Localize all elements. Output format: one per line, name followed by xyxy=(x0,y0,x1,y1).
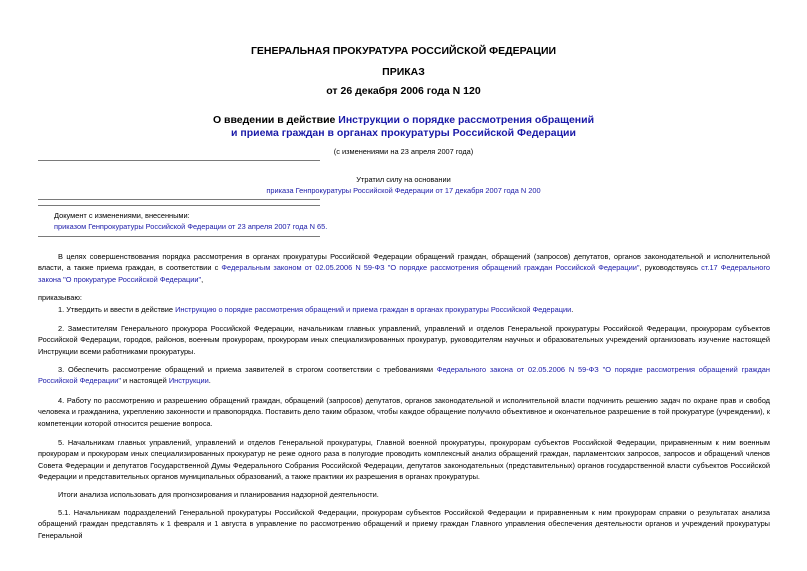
org-heading: ГЕНЕРАЛЬНАЯ ПРОКУРАТУРА РОССИЙСКОЙ ФЕДЕРАЦИИ xyxy=(250,45,557,57)
preamble-text-b: , руководствуясь xyxy=(639,263,702,273)
paragraph-4: 4. Работу по рассмотрению и разрешению обращений граждан, обращений (запросов) депутатов, органов законодательной и исполнительной власти подчинить решению задач по охране прав и свобод человека и гражданина, укреплению законности и правопорядка. Поставить дело таким образом, чтобы каждое обращение получило объективное и окончательное разрешение в той прокуратуре (учреждении), к компетенции которой относится решение вопроса. xyxy=(38,396,770,428)
federal-law-59-link-2[interactable]: Федерального закона от 02.05.2006 N 59-ФЗ "О порядке рассмотрения обращений граждан Российской Федерации" xyxy=(38,365,770,386)
title-line-1 xyxy=(0,114,807,127)
divider-3 xyxy=(38,205,320,206)
title-instruction-link-2[interactable]: и приема граждан в органах прокуратуры Российской Федерации xyxy=(231,127,576,139)
paragraph-1-text: 1. Утвердить и ввести в действие xyxy=(58,305,176,314)
paragraph-1-end: . xyxy=(571,305,574,314)
instruction-link-2[interactable]: Инструкции xyxy=(168,376,209,386)
paragraph-3-end: . xyxy=(208,376,211,386)
paragraph-results: Итоги анализа использовать для прогнозирования и планирования надзорной деятельности. xyxy=(58,490,379,499)
changes-link[interactable]: приказом Генпрокуратуры Российской Федерации от 23 апреля 2007 года N 65. xyxy=(54,222,328,231)
instruction-link[interactable]: Инструкцию о порядке рассмотрения обращений и приема граждан в органах прокуратуры Российской Федерации xyxy=(175,305,572,314)
doc-type-heading: ПРИКАЗ xyxy=(382,66,425,78)
paragraph-3-text: 3. Обеспечить рассмотрение обращений и приема заявителей в строгом соответствии с требованиями xyxy=(58,365,437,374)
order-word: приказываю: xyxy=(38,293,82,302)
lost-force-link[interactable]: приказа Генпрокуратуры Российской Федерации от 17 декабря 2007 года N 200 xyxy=(266,186,541,195)
divider-4 xyxy=(38,236,320,237)
paragraph-5: 5. Начальникам главных управлений, управлений и отделов Генеральной прокуратуры, Главной военной прокуратуры, прокурорам субъектов Российской Федерации, приравненным к ним военным прокурорам и прокурорам иных специализированных прокуратур не реже одного раза в полугодие проводить комплексный анализ обращений граждан, парламентских запросов, запросов и обращений членов Совета Федерации и депутатов Государственной Думы Федерального Собрания Российской Федерации, депутатов законодательных (представительных) органов государственной власти субъектов Российской Федерации и представительных органов муниципальных образований, а также практики их разрешения в органах прокуратуры. xyxy=(38,438,770,482)
paragraph-5-1: 5.1. Начальникам подразделений Генеральной прокуратуры Российской Федерации, прокурорам субъектов Российской Федерации и приравненным к ним прокурорам справки о результатах анализа обращений граждан представлять к 1 февраля и 1 августа в управление по рассмотрению обращений и приему граждан Главного управления обеспечения деятельности органов и учреждений прокуратуры Генеральной xyxy=(38,508,770,540)
title-prefix: О введении в действие xyxy=(212,114,339,126)
paragraph-3-mid: и настоящей xyxy=(121,376,169,386)
amendments-note: (с изменениями на 23 апреля 2007 года) xyxy=(333,147,474,156)
divider-2 xyxy=(38,199,320,200)
divider-1 xyxy=(38,160,320,161)
prosecution-law-art17-link[interactable]: ст.17 Федерального закона "О прокуратуре Российской Федерации" xyxy=(38,263,771,284)
title-line-2 xyxy=(0,127,807,140)
date-number-heading: от 26 декабря 2006 года N 120 xyxy=(326,85,481,97)
preamble-text-c: , xyxy=(201,274,204,284)
title-instruction-link-1[interactable]: Инструкции о порядке рассмотрения обращений xyxy=(338,114,595,126)
federal-law-59-link[interactable]: Федеральным законом от 02.05.2006 N 59-ФЗ "О порядке рассмотрения обращений граждан Российской Федерации" xyxy=(221,263,640,273)
paragraph-2: 2. Заместителям Генерального прокурора Российской Федерации, начальникам главных управлений, управлений и отделов Генеральной прокуратуры Российской Федерации, прокурорам субъектов Российской Федерации, городов, районов, военным прокурорам, прокурорам иных специализированных прокуратур, руководителям научных и образовательных учреждений организовать изучение настоящей Инструкции всеми работниками прокуратуры. xyxy=(38,324,770,356)
preamble-text-a: В целях совершенствования порядка рассмотрения в органах прокуратуры Российской Федерации обращений граждан, обращений (запросов) депутатов, органов законодательной и исполнительной власти, а также приема граждан, в соответствии с xyxy=(38,252,770,273)
paragraph-1 xyxy=(38,304,770,315)
paragraph-preamble xyxy=(38,251,770,285)
lost-force-label: Утратил силу на основании xyxy=(356,175,451,184)
changes-label: Документ с изменениями, внесенными: xyxy=(54,211,190,220)
paragraph-3 xyxy=(38,364,770,387)
